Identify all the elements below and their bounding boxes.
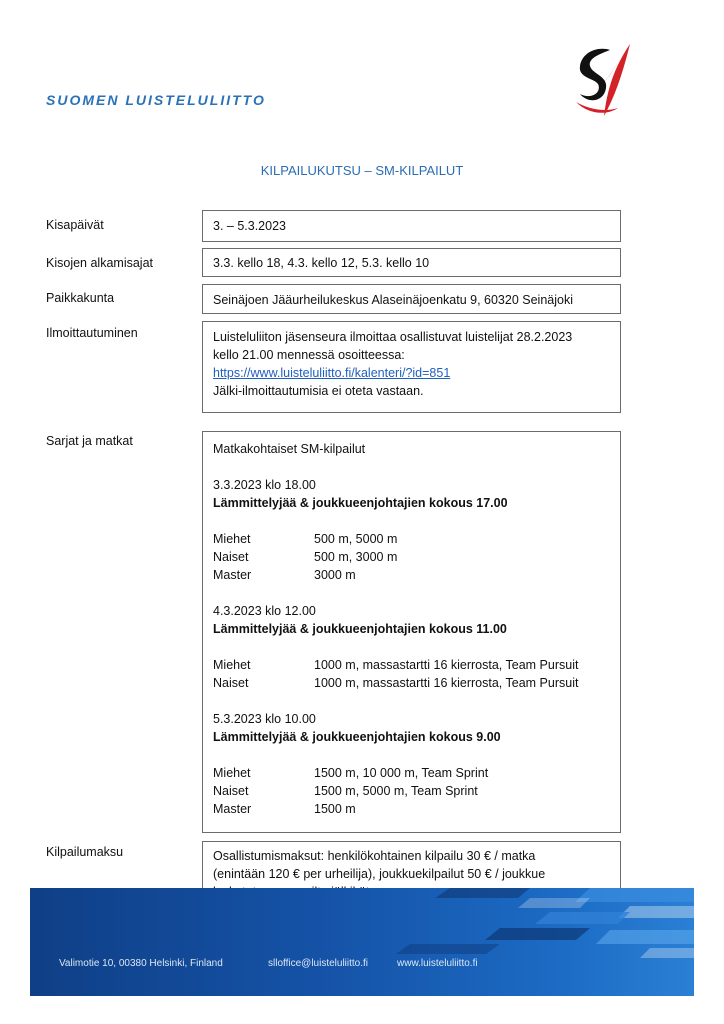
race-distances: 1500 m, 5000 m, Team Sprint <box>314 784 478 798</box>
registration-text-3: Jälki-ilmoittautumisia ei oteta vastaan. <box>213 384 424 398</box>
race-distances: 500 m, 5000 m <box>314 532 398 546</box>
race-distances: 1500 m, 10 000 m, Team Sprint <box>314 766 489 780</box>
fee-text-2: (enintään 120 € per urheilija), joukkuekilpailut 50 € / joukkue <box>213 867 546 881</box>
race-row <box>213 782 610 800</box>
registration-label: Ilmoittautuminen <box>46 326 138 340</box>
day-1-date: 3.3.2023 klo 18.00 <box>213 478 316 492</box>
series-label: Sarjat ja matkat <box>46 434 133 448</box>
race-group: Naiset <box>213 676 249 690</box>
location-label: Paikkakunta <box>46 291 115 305</box>
fee-text-1: Osallistumismaksut: henkilökohtainen kilpailu 30 € / matka <box>213 849 536 863</box>
date-label: Kisapäivät <box>46 218 104 232</box>
footer-website[interactable]: www.luisteluliitto.fi <box>397 958 478 969</box>
race-row <box>213 764 610 782</box>
race-group: Miehet <box>213 532 251 546</box>
day-2-date: 4.3.2023 klo 12.00 <box>213 604 316 618</box>
registration-text-1: Luisteluliiton jäsenseura ilmoittaa osallistuvat luistelijat 28.2.2023 <box>213 330 573 344</box>
location-box <box>202 284 621 314</box>
race-row <box>213 800 610 818</box>
footer-address: Valimotie 10, 00380 Helsinki, Finland <box>59 958 223 969</box>
date-value: 3. – 5.3.2023 <box>213 219 286 233</box>
footer-email[interactable]: slloffice@luisteluliitto.fi <box>268 958 369 969</box>
series-box <box>202 431 621 833</box>
race-distances: 1500 m <box>314 802 356 816</box>
race-row <box>213 656 610 674</box>
race-group: Master <box>213 802 252 816</box>
series-intro: Matkakohtaiset SM-kilpailut <box>213 442 366 456</box>
sl-swoosh-logo-icon <box>574 42 632 118</box>
date-box <box>202 210 621 242</box>
race-distances: 1000 m, massastartti 16 kierrosta, Team Pursuit <box>314 676 579 690</box>
race-row <box>213 674 610 692</box>
race-row <box>213 548 610 566</box>
fee-label: Kilpailumaksu <box>46 845 124 859</box>
race-group: Naiset <box>213 550 249 564</box>
race-distances: 3000 m <box>314 568 356 582</box>
start-times-label: Kisojen alkamisajat <box>46 256 153 270</box>
registration-text-2: kello 21.00 mennessä osoitteessa: <box>213 348 405 362</box>
page-title: KILPAILUKUTSU – SM-KILPAILUT <box>260 163 464 178</box>
footer-stripes-decoration <box>30 888 694 996</box>
race-group: Miehet <box>213 658 251 672</box>
race-group: Miehet <box>213 766 251 780</box>
day-3-meeting: Lämmittelyjää & joukkueenjohtajien kokous 9.00 <box>213 730 501 744</box>
race-distances: 500 m, 3000 m <box>314 550 398 564</box>
footer-banner <box>30 888 694 996</box>
race-group: Naiset <box>213 784 249 798</box>
organization-name: SUOMEN LUISTELULIITTO <box>46 92 266 108</box>
day-3-date: 5.3.2023 klo 10.00 <box>213 712 316 726</box>
day-2-meeting: Lämmittelyjää & joukkueenjohtajien kokous 11.00 <box>213 622 507 636</box>
registration-box <box>202 321 621 413</box>
race-row <box>213 566 610 584</box>
location-value: Seinäjoen Jääurheilukeskus Alaseinäjoenkatu 9, 60320 Seinäjoki <box>213 293 573 307</box>
race-distances: 1000 m, massastartti 16 kierrosta, Team Pursuit <box>314 658 579 672</box>
start-times-value: 3.3. kello 18, 4.3. kello 12, 5.3. kello 10 <box>213 256 430 270</box>
race-row <box>213 530 610 548</box>
race-group: Master <box>213 568 252 582</box>
registration-link[interactable]: https://www.luisteluliitto.fi/kalenteri/?id=851 <box>213 366 451 380</box>
day-1-meeting: Lämmittelyjää & joukkueenjohtajien kokous 17.00 <box>213 496 508 510</box>
start-times-box <box>202 248 621 277</box>
